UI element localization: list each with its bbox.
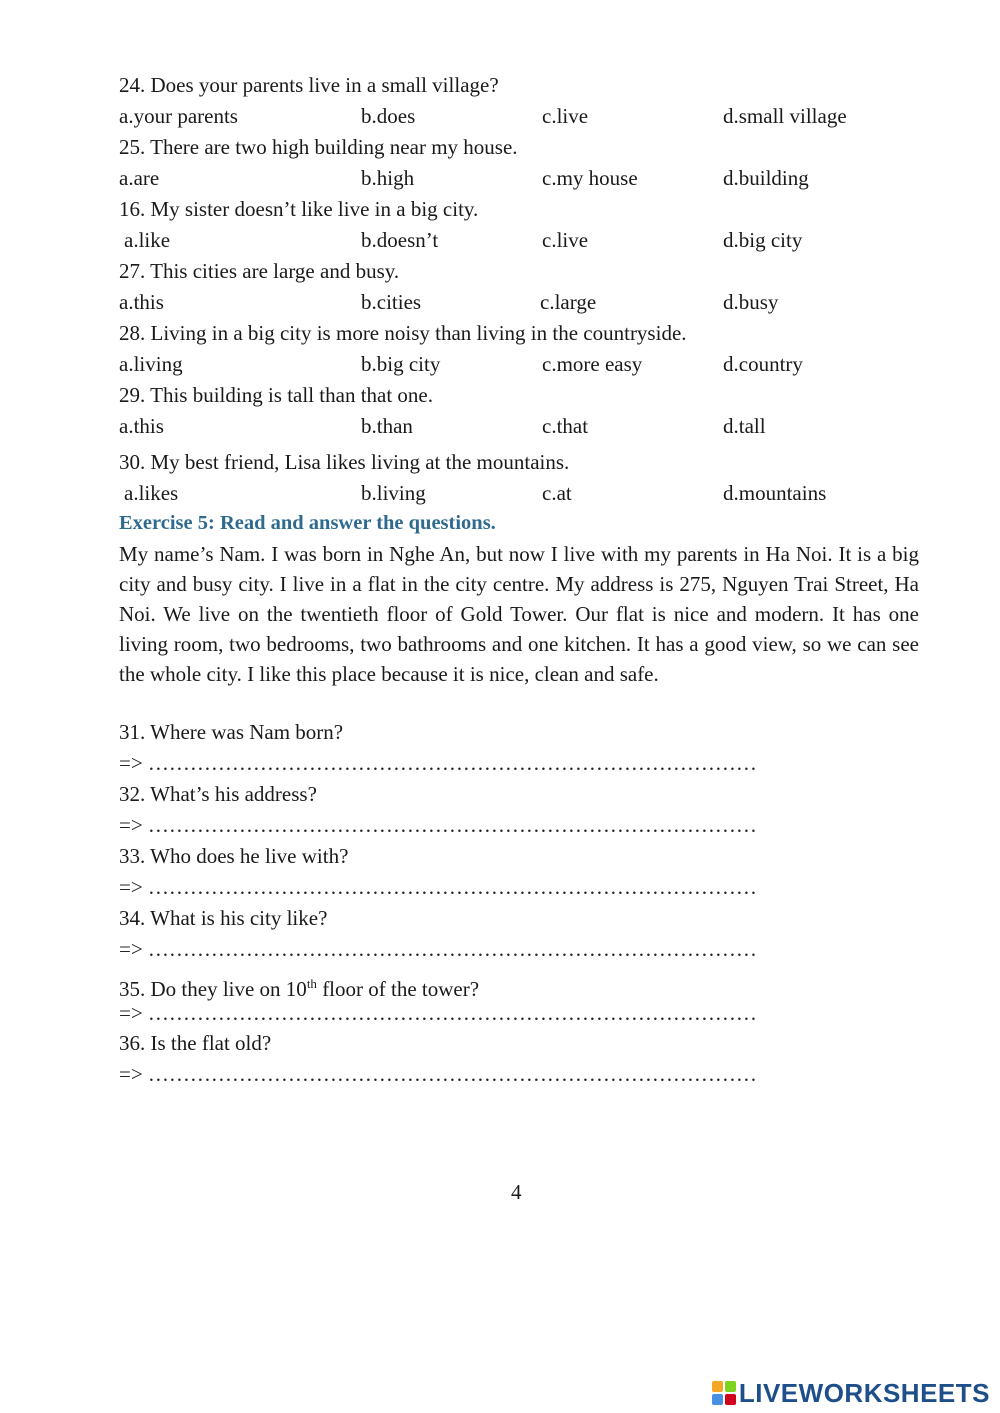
option-d[interactable]: d.small village xyxy=(723,104,847,128)
question-32: 32. What’s his address? xyxy=(119,782,317,806)
options-25 xyxy=(119,166,979,192)
option-d[interactable]: d.building xyxy=(723,166,809,190)
question-36: 36. Is the flat old? xyxy=(119,1031,272,1055)
question-35 xyxy=(119,972,479,1001)
option-c[interactable]: c.at xyxy=(542,481,572,505)
options-29 xyxy=(119,414,979,440)
options-24 xyxy=(119,104,979,130)
reading-passage: My name’s Nam. I was born in Nghe An, but now I live with my parents in Ha Noi. It is a big city and busy city. I live in a flat in the city centre. My address is 275, Nguyen Trai Street, Ha Noi. We live on the twentieth floor of Gold Tower. Our flat is nice and modern. It has one living room, two bedrooms, two bathrooms and one kitchen. It has a good view, so we can see the whole city. I like this place because it is nice, clean and safe. xyxy=(119,542,919,686)
options-27 xyxy=(119,290,979,316)
brand-text: LIVEWORKSHEETS xyxy=(738,1377,990,1408)
option-b[interactable]: b.than xyxy=(361,414,413,438)
liveworksheets-brand[interactable] xyxy=(712,1378,990,1408)
option-b[interactable]: b.big city xyxy=(361,352,441,376)
option-c[interactable]: c.that xyxy=(542,414,589,438)
option-a[interactable]: a.like xyxy=(124,228,171,252)
option-c[interactable]: c.live xyxy=(542,104,589,128)
option-a[interactable]: a.this xyxy=(119,290,164,314)
question-28: 28. Living in a big city is more noisy than living in the countryside. xyxy=(119,321,687,345)
question-27: 27. This cities are large and busy. xyxy=(119,259,400,283)
option-d[interactable]: d.big city xyxy=(723,228,803,252)
logo-square xyxy=(725,1381,736,1392)
option-a[interactable]: a.living xyxy=(119,352,183,376)
option-b[interactable]: b.doesn’t xyxy=(361,228,439,252)
option-a[interactable]: a.this xyxy=(119,414,164,438)
question-35-ordinal: th xyxy=(306,976,317,991)
option-a[interactable]: a.are xyxy=(119,166,160,190)
question-24: 24. Does your parents live in a small village? xyxy=(119,73,499,97)
option-c[interactable]: c.more easy xyxy=(542,352,643,376)
option-c[interactable]: c.live xyxy=(542,228,589,252)
logo-square xyxy=(725,1394,736,1405)
answer-line-35[interactable]: => …………………………………………………………………………… xyxy=(119,1001,757,1025)
question-25: 25. There are two high building near my house. xyxy=(119,135,518,159)
liveworksheets-logo-icon xyxy=(712,1381,736,1405)
option-b[interactable]: b.high xyxy=(361,166,415,190)
answer-line-34[interactable]: => …………………………………………………………………………… xyxy=(119,937,757,961)
option-d[interactable]: d.country xyxy=(723,352,803,376)
exercise-5-title: Exercise 5: Read and answer the questions. xyxy=(119,512,496,534)
option-c[interactable]: c.large xyxy=(540,290,597,314)
answer-line-36[interactable]: => …………………………………………………………………………… xyxy=(119,1062,757,1086)
page-number: 4 xyxy=(511,1180,522,1204)
answer-line-33[interactable]: => …………………………………………………………………………… xyxy=(119,875,757,899)
question-34: 34. What is his city like? xyxy=(119,906,328,930)
question-35-suffix: floor of the tower? xyxy=(316,977,480,1001)
question-35-prefix: 35. Do they live on 10 xyxy=(119,977,307,1001)
answer-line-32[interactable]: => …………………………………………………………………………… xyxy=(119,813,757,837)
options-30 xyxy=(119,481,979,507)
option-d[interactable]: d.mountains xyxy=(723,481,827,505)
option-b[interactable]: b.does xyxy=(361,104,416,128)
option-a[interactable]: a.your parents xyxy=(119,104,238,128)
logo-square xyxy=(712,1394,723,1405)
option-a[interactable]: a.likes xyxy=(124,481,179,505)
question-30: 30. My best friend, Lisa likes living at the mountains. xyxy=(119,450,570,474)
option-c[interactable]: c.my house xyxy=(542,166,638,190)
option-b[interactable]: b.cities xyxy=(361,290,422,314)
question-16: 16. My sister doesn’t like live in a big city. xyxy=(119,197,479,221)
option-d[interactable]: d.busy xyxy=(723,290,779,314)
answer-line-31[interactable]: => …………………………………………………………………………… xyxy=(119,751,757,775)
question-33: 33. Who does he live with? xyxy=(119,844,349,868)
question-29: 29. This building is tall than that one. xyxy=(119,383,434,407)
question-31: 31. Where was Nam born? xyxy=(119,720,344,744)
options-16 xyxy=(119,228,979,254)
options-28 xyxy=(119,352,979,378)
logo-square xyxy=(712,1381,723,1392)
option-d[interactable]: d.tall xyxy=(723,414,766,438)
option-b[interactable]: b.living xyxy=(361,481,426,505)
